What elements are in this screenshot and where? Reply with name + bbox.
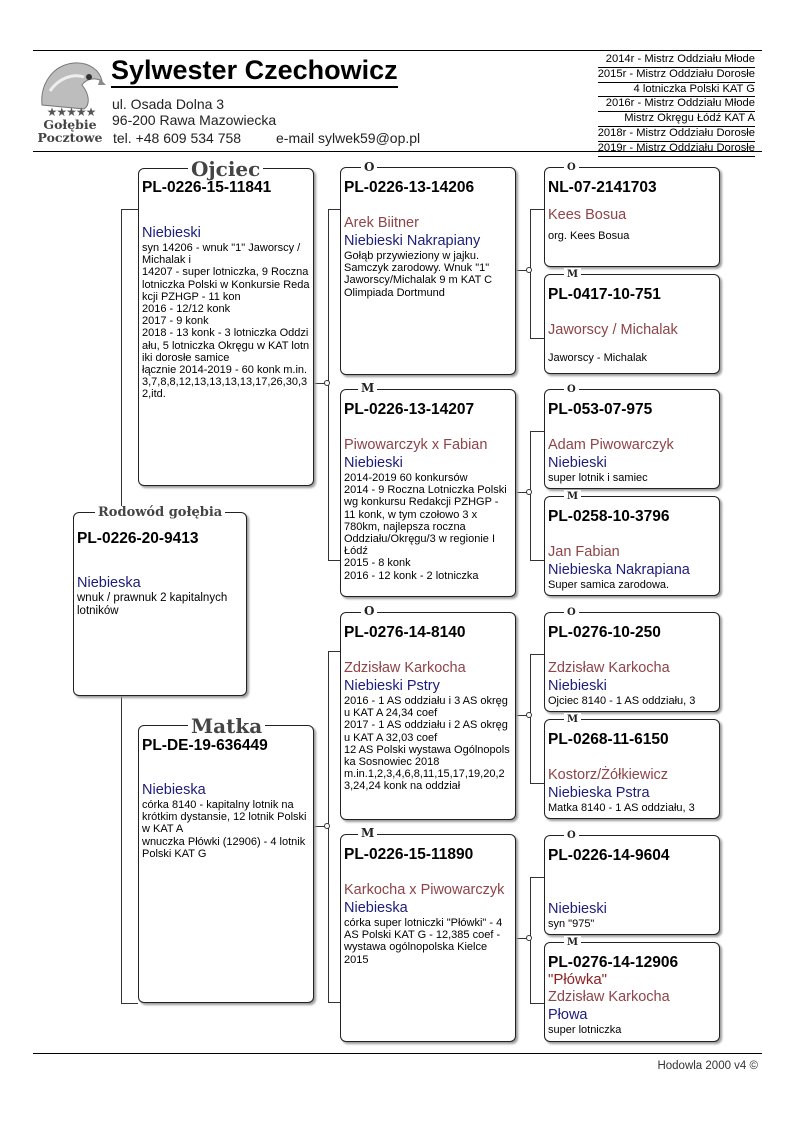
connector-node: [324, 823, 330, 829]
address-line-2: 96-200 Rawa Mazowiecka: [112, 112, 277, 128]
footer-rule: [33, 1053, 762, 1054]
sss-label: O: [564, 161, 579, 175]
subject-card[interactable]: [73, 512, 247, 696]
logo-stars: ★★★★★: [46, 105, 96, 119]
connector-line: [121, 696, 122, 1003]
connector-node: [324, 380, 330, 386]
ss-ring-number: PL-0226-13-14206: [344, 179, 475, 196]
sss-description: org. Kees Bosua: [548, 230, 630, 242]
ddd-owner: Zdzisław Karkocha: [548, 989, 670, 1005]
sds-card[interactable]: [544, 389, 720, 489]
connector-line: [121, 209, 138, 210]
dsd-color: Niebieska Pstra: [548, 785, 650, 801]
dam-label: Matka: [188, 716, 265, 736]
sire-ring-number: PL-0226-15-11841: [142, 179, 272, 196]
sss-ring-number: NL-07-2141703: [548, 179, 657, 196]
ssd-card[interactable]: [544, 274, 720, 374]
subject-ring-number: PL-0226-20-9413: [77, 530, 199, 547]
sire-label: Ojciec: [188, 159, 263, 179]
dd-owner: Karkocha x Piwowarczyk: [344, 882, 505, 898]
dss-label: O: [564, 606, 579, 620]
phone-number: tel. +48 609 534 758: [113, 130, 242, 146]
subject-color: Niebieska: [77, 575, 141, 591]
connector-line: [530, 1003, 544, 1004]
connector-line: [530, 209, 531, 338]
dds-label: O: [564, 829, 579, 843]
ss-label: O: [361, 160, 377, 174]
dss-ring-number: PL-0276-10-250: [548, 624, 661, 641]
address-line-1: ul. Osada Dolna 3: [112, 96, 225, 112]
dsd-label: M: [564, 713, 581, 727]
connector-line: [530, 338, 544, 339]
dd-card[interactable]: [340, 834, 516, 1042]
ss-description: Gołąb przywieziony w jajku. Samczyk zarodowy. Wnuk "1" Jaworscy/Michalak 9 m KAT C Olimpiada Dortmund: [344, 250, 493, 299]
sdd-description: Super samica zarodowa.: [548, 579, 670, 591]
dsd-card[interactable]: [544, 719, 720, 819]
ds-description: 2016 - 1 AS oddziału i 3 AS okręgu KAT A 24,34 coef 2017 - 1 AS oddziału i 2 AS okręgu KAT A 32,03 coef 12 AS Polski wystawa Ogólnopolska Sosnowiec 2018 m.in.1,2,3,4,6,8,11,15,17,19,20,23,24,24 konk na oddział: [344, 695, 510, 793]
logo-text-line1: Gołębie: [43, 117, 97, 132]
dam-card[interactable]: [138, 725, 314, 1003]
dds-color: Niebieski: [548, 901, 607, 917]
dsd-description: Matka 8140 - 1 AS oddziału, 3: [548, 802, 695, 814]
sds-owner: Adam Piwowarczyk: [548, 437, 674, 453]
sd-color: Niebieski: [344, 455, 403, 471]
sdd-card[interactable]: [544, 496, 720, 596]
title-line: 2019r - Mistrz Oddziału Dorosłe: [598, 142, 755, 157]
sdd-ring-number: PL-0258-10-3796: [548, 508, 670, 525]
connector-line: [530, 654, 544, 655]
dds-description: syn "975": [548, 918, 595, 930]
sire-color: Niebieski: [142, 225, 201, 241]
sd-ring-number: PL-0226-13-14207: [344, 401, 475, 418]
dds-card[interactable]: [544, 835, 720, 935]
ssd-owner: Jaworscy / Michalak: [548, 322, 678, 338]
dss-color: Niebieski: [548, 678, 607, 694]
connector-line: [530, 877, 544, 878]
sds-label: O: [564, 383, 579, 397]
sd-card[interactable]: [340, 389, 516, 597]
header-top-rule: [33, 50, 762, 51]
ds-ring-number: PL-0276-14-8140: [344, 624, 466, 641]
connector-line: [328, 1002, 340, 1003]
sds-description: super lotnik i samiec: [548, 472, 648, 484]
connector-node: [526, 712, 532, 718]
connector-line: [121, 1003, 138, 1004]
connector-line: [328, 560, 340, 561]
ddd-nickname: "Płówka": [548, 971, 608, 988]
connector-node: [526, 267, 532, 273]
ddd-card[interactable]: [544, 942, 720, 1042]
dam-color: Niebieska: [142, 782, 206, 798]
sdd-color: Niebieska Nakrapiana: [548, 562, 690, 578]
ddd-label: M: [564, 936, 581, 950]
breeder-titles: [598, 53, 755, 157]
dam-ring-number: PL-DE-19-636449: [142, 737, 268, 754]
ss-card[interactable]: [340, 167, 516, 375]
ds-color: Niebieski Pstry: [344, 678, 440, 694]
email-address: e-mail sylwek59@op.pl: [276, 130, 421, 146]
sds-ring-number: PL-053-07-975: [548, 401, 653, 418]
dd-description: córka super lotniczki "Płówki" - 4 AS Polski KAT G - 12,385 coef - wystawa ogólnopolska Kielce 2015: [344, 917, 503, 966]
ss-color: Niebieski Nakrapiany: [344, 233, 481, 249]
subject-label: Rodowód gołębia: [95, 506, 225, 520]
ds-label: O: [361, 604, 377, 618]
dsd-owner: Kostorz/Żółkiewicz: [548, 767, 669, 783]
title-line: 4 lotniczka Polski KAT G: [598, 83, 755, 98]
pigeon-logo: [34, 55, 106, 147]
dss-owner: Zdzisław Karkocha: [548, 660, 670, 676]
sdd-owner: Jan Fabian: [548, 544, 620, 560]
title-line: 2014r - Mistrz Oddziału Młode: [598, 53, 755, 68]
sss-card[interactable]: [544, 167, 720, 267]
dds-ring-number: PL-0226-14-9604: [548, 847, 670, 864]
title-line: 2016r - Mistrz Oddziału Młode: [598, 97, 755, 112]
sd-description: 2014-2019 60 konkursów 2014 - 9 Roczna Lotniczka Polski wg konkursu Redakcji PZHGP - 11 konk, w tym czołowo 3 x 780km, najlepsza roczna Oddziału/Okręgu/3 w regionie I Łódź 2015 - 8 konk 2016 - 12 konk - 2 lotniczka: [344, 472, 507, 582]
connector-line: [328, 651, 340, 652]
ss-owner: Arek Biitner: [344, 215, 419, 231]
connector-line: [328, 209, 340, 210]
logo-text-line2: Pocztowe: [37, 130, 103, 145]
sd-owner: Piwowarczyk x Fabian: [344, 437, 488, 453]
connector-line: [530, 431, 531, 560]
subject-description: wnuk / prawnuk 2 kapitalnych lotników: [77, 592, 228, 617]
dsd-ring-number: PL-0268-11-6150: [548, 731, 669, 748]
sdd-label: M: [564, 490, 581, 504]
ssd-ring-number: PL-0417-10-751: [548, 286, 661, 303]
dd-color: Niebieska: [344, 900, 408, 916]
ddd-description: super lotniczka: [548, 1024, 622, 1036]
connector-line: [530, 209, 544, 210]
dss-description: Ojciec 8140 - 1 AS oddziału, 3: [548, 695, 696, 707]
ds-card[interactable]: [340, 612, 516, 820]
sire-card[interactable]: [138, 168, 314, 486]
sd-label: M: [358, 381, 377, 395]
ddd-color: Płowa: [548, 1007, 588, 1023]
connector-line: [530, 783, 544, 784]
ssd-label: M: [564, 268, 581, 282]
dd-label: M: [358, 826, 377, 840]
footer-credit: Hodowla 2000 v4 ©: [657, 1060, 758, 1072]
ds-owner: Zdzisław Karkocha: [344, 660, 466, 676]
breeder-name: Sylwester Czechowicz: [111, 55, 398, 88]
ddd-ring-number: PL-0276-14-12906: [548, 954, 679, 971]
title-line: Mistrz Okręgu Łódź KAT A: [598, 112, 755, 127]
title-line: 2018r - Mistrz Oddziału Dorosłe: [598, 127, 755, 142]
sds-color: Niebieski: [548, 455, 607, 471]
dss-card[interactable]: [544, 612, 720, 712]
connector-line: [530, 654, 531, 783]
sss-owner: Kees Bosua: [548, 207, 627, 223]
title-line: 2015r - Mistrz Oddziału Dorosłe: [598, 68, 755, 83]
sire-description: syn 14206 - wnuk "1" Jaworscy / Michalak i 14207 - super lotniczka, 9 Roczna lotniczka Polski w Konkursie Redakcji PZHGP - 11 kon 2016 - 12/12 konk 2017 - 9 konk 2018 - 13 konk - 3 lotniczka Oddziału, 5 lotniczka Okręgu w KAT lotniki dorosłe samice łącznie 2014-2019 - 60 konk m.in. 3,7,8,8,12,13,13,13,13,17,26,30,32,itd.: [142, 242, 310, 401]
dd-ring-number: PL-0226-15-11890: [344, 846, 474, 863]
ssd-description: Jaworscy - Michalak: [548, 352, 648, 364]
connector-line: [530, 560, 544, 561]
connector-line: [121, 209, 122, 512]
connector-node: [526, 935, 532, 941]
connector-node: [526, 489, 532, 495]
connector-line: [530, 431, 544, 432]
dam-description: córka 8140 - kapitalny lotnik na krótkim dystansie, 12 lotnik Polski w KAT A wnuczka Płówki (12906) - 4 lotnik Polski KAT G: [142, 799, 307, 860]
